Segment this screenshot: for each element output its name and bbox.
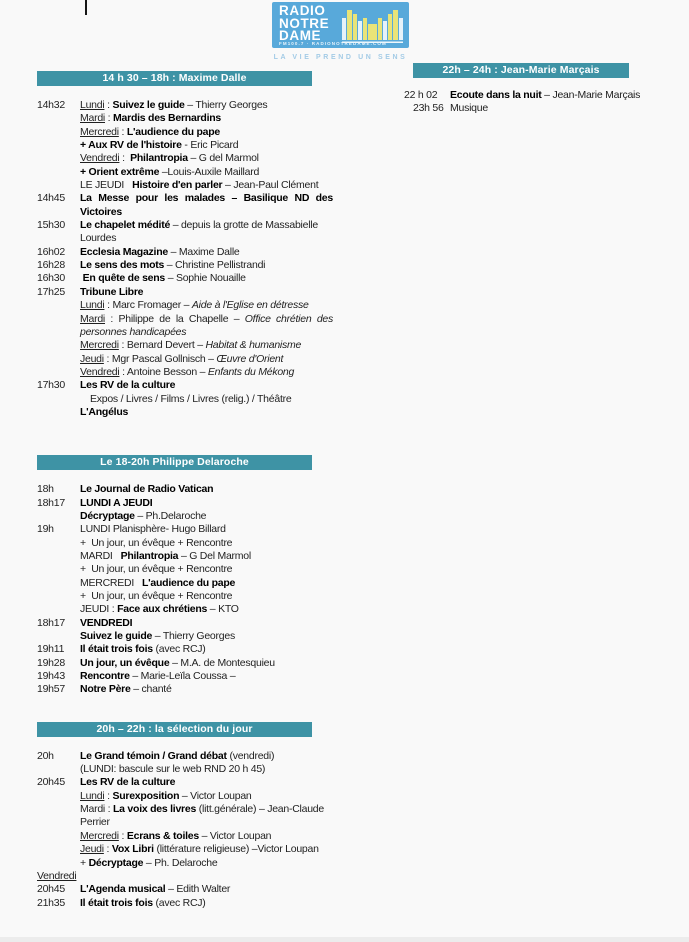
schedule-row bbox=[37, 763, 333, 776]
time-label bbox=[37, 206, 80, 219]
text-segment: Aide à l'Eglise en détresse bbox=[191, 299, 309, 312]
row-text bbox=[80, 366, 333, 379]
text-segment: - Eric Picard bbox=[181, 139, 239, 152]
schedule-row bbox=[37, 803, 333, 816]
row-text bbox=[450, 102, 659, 115]
text-segment: Histoire d'en parler bbox=[132, 179, 223, 192]
text-segment: VENDREDI bbox=[80, 616, 133, 629]
schedule-row bbox=[37, 272, 333, 285]
text-segment: –Louis-Auxile Maillard bbox=[159, 165, 260, 178]
section-header-band: 20h – 22h : la sélection du jour bbox=[37, 722, 312, 737]
row-text bbox=[80, 617, 333, 630]
text-segment: – G Del Marmol bbox=[178, 549, 251, 562]
radio-notre-dame-logo bbox=[272, 2, 409, 48]
row-text bbox=[80, 683, 333, 696]
text-segment: – Edith Walter bbox=[165, 883, 231, 896]
row-text bbox=[80, 670, 333, 683]
text-segment: Tribune Libre bbox=[80, 285, 144, 298]
text-segment: Mercredi bbox=[80, 339, 119, 352]
schedule-row bbox=[37, 857, 333, 870]
time-label: 22 h 02 bbox=[404, 89, 438, 101]
time-label bbox=[37, 630, 80, 643]
schedule-row bbox=[37, 232, 333, 245]
time-label bbox=[37, 232, 80, 245]
time-label bbox=[37, 339, 80, 352]
time-label bbox=[37, 857, 80, 870]
text-segment: : bbox=[105, 112, 114, 125]
schedule-row bbox=[37, 483, 333, 496]
text-segment: Lundi bbox=[80, 99, 105, 111]
row-text bbox=[80, 803, 333, 816]
schedule-row bbox=[37, 870, 333, 883]
schedule-row bbox=[37, 393, 333, 406]
text-segment: Suivez le guide bbox=[80, 630, 153, 643]
text-segment: Le Grand témoin / Grand débat bbox=[80, 749, 227, 762]
time-label: 17h30 bbox=[37, 379, 65, 392]
time-label: 16h02 bbox=[37, 245, 65, 258]
logo-wordmark bbox=[279, 5, 329, 43]
text-segment: Vendredi bbox=[80, 152, 120, 165]
schedule-row bbox=[37, 776, 333, 789]
schedule-right-column bbox=[404, 63, 659, 116]
text-segment: Surexposition bbox=[112, 789, 180, 802]
notre-dame-equalizer-icon bbox=[342, 4, 404, 44]
row-text bbox=[80, 272, 333, 285]
schedule-row bbox=[37, 166, 333, 179]
time-label bbox=[37, 510, 80, 523]
text-segment: – Ph.Delaroche bbox=[134, 509, 207, 522]
text-segment: Habitat & humanisme bbox=[205, 339, 302, 352]
text-segment: Le Journal de Radio Vatican bbox=[80, 483, 214, 496]
row-text bbox=[80, 523, 333, 536]
text-segment: – Jean-Marie Marçais bbox=[541, 89, 641, 101]
schedule-row bbox=[37, 577, 333, 590]
time-label: Vendredi bbox=[37, 869, 77, 882]
text-segment: Enfants du Mékong bbox=[207, 365, 295, 378]
time-label bbox=[37, 537, 80, 550]
text-segment: Mardi bbox=[80, 312, 106, 325]
row-text bbox=[80, 630, 333, 643]
time-label: 19h bbox=[37, 523, 54, 536]
text-segment: L'audience du pape bbox=[126, 125, 220, 138]
text-segment: Face aux chrétiens bbox=[117, 603, 208, 616]
text-segment: : bbox=[104, 99, 113, 111]
time-label: 20h45 bbox=[37, 776, 65, 789]
time-label: 21h35 bbox=[37, 896, 65, 909]
text-segment: Mercredi bbox=[80, 829, 119, 842]
text-segment: Les RV de la culture bbox=[80, 776, 176, 789]
logo-line-1: RADIO bbox=[279, 3, 326, 18]
row-text bbox=[80, 643, 333, 656]
time-label bbox=[37, 590, 80, 603]
schedule-row bbox=[37, 750, 333, 763]
schedule-row bbox=[37, 326, 333, 339]
text-segment: Le chapelet médité bbox=[80, 219, 171, 232]
schedule-row bbox=[37, 897, 333, 910]
time-label bbox=[37, 843, 80, 856]
logo-frequency-url: FM100.7 · RADIONOTREDAME.COM bbox=[279, 41, 387, 46]
text-segment: : Marc Fromager – bbox=[104, 299, 192, 312]
page-bottom-edge bbox=[0, 937, 689, 942]
schedule-row bbox=[37, 152, 333, 165]
text-segment: Ecclesia Magazine bbox=[80, 245, 168, 258]
row-text bbox=[80, 286, 333, 299]
time-label: 18h bbox=[37, 483, 54, 496]
schedule-row bbox=[37, 139, 333, 152]
text-segment: Mardis des Bernardins bbox=[113, 112, 221, 125]
text-segment: + Orient extrême bbox=[80, 165, 160, 178]
row-text bbox=[80, 326, 333, 339]
time-label: 15h30 bbox=[37, 219, 65, 232]
schedule-row bbox=[37, 259, 333, 272]
text-segment: Décryptage bbox=[88, 856, 144, 869]
schedule-row bbox=[37, 816, 333, 829]
row-text bbox=[80, 126, 333, 139]
text-segment: (vendredi) bbox=[226, 749, 275, 762]
text-segment: Vendredi bbox=[80, 365, 120, 378]
time-label bbox=[37, 406, 80, 419]
schedule-row bbox=[37, 192, 333, 205]
time-label bbox=[37, 152, 80, 165]
text-segment: – Thierry Georges bbox=[184, 99, 268, 111]
row-text bbox=[80, 657, 333, 670]
section-gap bbox=[37, 697, 333, 722]
text-segment: (litt.générale) – Jean-Claude bbox=[196, 803, 324, 816]
schedule-row bbox=[404, 89, 659, 102]
time-label bbox=[37, 353, 80, 366]
schedule-row bbox=[37, 590, 333, 603]
time-label: 18h17 bbox=[37, 496, 65, 509]
time-label: 19h11 bbox=[37, 643, 65, 656]
schedule-row bbox=[37, 179, 333, 192]
schedule-row bbox=[37, 883, 333, 896]
text-segment: L'Agenda musical bbox=[80, 883, 166, 896]
schedule-row bbox=[37, 523, 333, 536]
row-text bbox=[80, 259, 333, 272]
schedule-row bbox=[37, 657, 333, 670]
text-segment: L'Angélus bbox=[80, 405, 129, 418]
text-segment: Notre Père bbox=[80, 683, 131, 696]
text-segment: Œuvre d'Orient bbox=[216, 352, 284, 365]
text-segment: Décryptage bbox=[80, 509, 135, 522]
text-segment: + Un jour, un évêque + Rencontre bbox=[80, 536, 233, 549]
time-label bbox=[37, 550, 80, 563]
text-segment: : Antoine Besson – bbox=[119, 365, 208, 378]
section-header-band: 22h – 24h : Jean-Marie Marçais bbox=[413, 63, 629, 78]
text-segment: Lundi bbox=[80, 299, 105, 312]
text-segment: – Victor Loupan bbox=[179, 789, 252, 802]
text-segment: MERCREDI bbox=[80, 576, 143, 589]
row-text bbox=[80, 339, 333, 352]
text-segment: Rencontre bbox=[80, 670, 130, 683]
text-segment: : bbox=[103, 843, 112, 856]
row-text bbox=[80, 192, 333, 205]
row-text bbox=[80, 179, 333, 192]
text-segment: + Aux RV de l'histoire bbox=[80, 139, 182, 152]
schedule-row bbox=[37, 790, 333, 803]
row-text bbox=[80, 206, 333, 219]
row-text bbox=[80, 393, 333, 406]
schedule-row bbox=[37, 286, 333, 299]
row-text bbox=[80, 763, 333, 776]
row-text bbox=[80, 112, 333, 125]
row-text bbox=[80, 590, 333, 603]
time-label bbox=[37, 393, 80, 406]
text-segment: Il était trois fois bbox=[80, 643, 153, 656]
text-segment: Mercredi bbox=[80, 125, 119, 138]
time-label bbox=[37, 816, 80, 829]
section-header-band: 14 h 30 – 18h : Maxime Dalle bbox=[37, 71, 312, 86]
time-label bbox=[37, 313, 80, 326]
row-text bbox=[80, 379, 333, 392]
time-label: 16h28 bbox=[37, 259, 65, 272]
text-segment: La voix des livres bbox=[113, 803, 197, 816]
text-segment: : Philippe de la Chapelle – bbox=[105, 312, 245, 325]
text-segment: (LUNDI: bascule sur le web RND 20 h 45) bbox=[80, 763, 266, 776]
row-text bbox=[80, 483, 333, 496]
text-segment: – Christine Pellistrandi bbox=[164, 259, 266, 272]
schedule-row bbox=[37, 126, 333, 139]
time-label bbox=[37, 763, 80, 776]
text-segment: L'audience du pape bbox=[142, 576, 236, 589]
row-text bbox=[80, 219, 333, 232]
schedule-row bbox=[37, 563, 333, 576]
logo-line-3: DAME bbox=[279, 28, 322, 44]
text-segment: – Jean-Paul Clément bbox=[222, 179, 319, 192]
time-label bbox=[37, 830, 80, 843]
section-gap bbox=[37, 419, 333, 455]
row-text bbox=[80, 870, 333, 883]
schedule-row bbox=[37, 843, 333, 856]
text-segment: – G del Marmol bbox=[187, 152, 259, 165]
row-text bbox=[80, 99, 333, 112]
text-segment: Philantropia bbox=[120, 549, 179, 562]
schedule-row bbox=[37, 670, 333, 683]
text-segment: – KTO bbox=[207, 603, 239, 616]
schedule-row bbox=[37, 497, 333, 510]
text-segment: : bbox=[118, 125, 127, 138]
text-segment: Le sens des mots bbox=[80, 259, 165, 272]
text-segment: – Ph. Delaroche bbox=[143, 856, 218, 869]
text-segment: Mardi bbox=[80, 112, 106, 125]
time-label: 18h17 bbox=[37, 616, 65, 629]
text-segment: JEUDI : bbox=[80, 603, 118, 616]
text-segment: + Un jour, un évêque + Rencontre bbox=[80, 563, 233, 576]
text-segment: : Bernard Devert – bbox=[118, 339, 206, 352]
row-text bbox=[80, 857, 333, 870]
schedule-row bbox=[37, 603, 333, 616]
schedule-row bbox=[37, 830, 333, 843]
row-text bbox=[80, 353, 333, 366]
text-segment: LE JEUDI bbox=[80, 179, 133, 192]
schedule-row bbox=[37, 206, 333, 219]
schedule-row bbox=[404, 102, 659, 115]
schedule-row bbox=[37, 99, 333, 112]
text-segment: Mardi : bbox=[80, 803, 114, 816]
time-label bbox=[37, 326, 80, 339]
row-text bbox=[80, 897, 333, 910]
time-label bbox=[37, 790, 80, 803]
text-segment: – chanté bbox=[130, 683, 172, 696]
text-segment: : Mgr Pascal Gollnisch – bbox=[103, 352, 217, 365]
text-segment: Lundi bbox=[80, 789, 105, 802]
text-segment: – M.A. de Montesquieu bbox=[169, 656, 275, 669]
text-segment: – Victor Loupan bbox=[198, 829, 272, 842]
text-segment: (avec RCJ) bbox=[152, 643, 206, 656]
text-segment: (avec RCJ) bbox=[152, 896, 206, 909]
row-text bbox=[80, 246, 333, 259]
row-text bbox=[80, 563, 333, 576]
text-segment: Philantropia bbox=[130, 152, 188, 165]
section-header-band: Le 18-20h Philippe Delaroche bbox=[37, 455, 312, 470]
row-text bbox=[80, 299, 333, 312]
time-label: 16h30 bbox=[37, 272, 65, 285]
schedule-row bbox=[37, 406, 333, 419]
text-segment: – Sophie Nouaille bbox=[165, 272, 246, 285]
row-text bbox=[80, 830, 333, 843]
text-segment: Jeudi bbox=[80, 843, 104, 856]
logo-tagline: LA VIE PREND UN SENS bbox=[273, 54, 408, 61]
text-segment: Suivez le guide bbox=[112, 99, 185, 111]
schedule-row bbox=[37, 353, 333, 366]
row-text bbox=[80, 537, 333, 550]
schedule-row bbox=[37, 550, 333, 563]
text-segment: + bbox=[80, 856, 89, 869]
schedule-row bbox=[37, 313, 333, 326]
schedule-row bbox=[37, 617, 333, 630]
row-text bbox=[80, 550, 333, 563]
time-label bbox=[37, 179, 80, 192]
text-segment: – Thierry Georges bbox=[152, 630, 235, 643]
text-segment: – depuis la grotte de Massabielle bbox=[170, 219, 318, 232]
text-segment: LUNDI A JEUDI bbox=[80, 496, 153, 509]
text-segment: – Maxime Dalle bbox=[167, 245, 240, 258]
text-segment: En quête de sens bbox=[80, 272, 166, 285]
row-text bbox=[80, 406, 333, 419]
text-segment: Victoires bbox=[80, 205, 122, 218]
row-text bbox=[80, 776, 333, 789]
text-segment: Expos / Livres / Films / Livres (relig.) / Théâtre bbox=[90, 392, 292, 405]
text-segment: – Marie-Leïla Coussa – bbox=[129, 670, 236, 683]
schedule-row bbox=[37, 683, 333, 696]
row-text bbox=[80, 139, 333, 152]
text-segment: Ecrans & toiles bbox=[126, 829, 199, 842]
text-segment: Ecoute dans la nuit bbox=[450, 89, 542, 101]
schedule-row bbox=[37, 112, 333, 125]
time-label: 14h32 bbox=[37, 99, 65, 111]
time-label bbox=[37, 139, 80, 152]
time-label bbox=[37, 603, 80, 616]
text-segment: MARDI bbox=[80, 549, 121, 562]
schedule-row bbox=[37, 246, 333, 259]
time-label: 20h45 bbox=[37, 883, 65, 896]
row-text bbox=[80, 603, 333, 616]
row-text bbox=[80, 497, 333, 510]
time-label: 19h57 bbox=[37, 683, 65, 696]
row-text bbox=[80, 816, 333, 829]
row-text bbox=[80, 152, 333, 165]
time-label: 19h43 bbox=[37, 670, 65, 683]
text-segment: Musique bbox=[450, 102, 488, 115]
schedule-row bbox=[37, 339, 333, 352]
schedule-row bbox=[37, 537, 333, 550]
logo-line-2: NOTRE bbox=[279, 15, 330, 31]
text-segment: (littérature religieuse) –Victor Loupan bbox=[153, 843, 319, 856]
row-text bbox=[80, 577, 333, 590]
row-text bbox=[80, 843, 333, 856]
text-cursor bbox=[85, 0, 87, 15]
text-segment: Il était trois fois bbox=[80, 896, 153, 909]
time-label bbox=[37, 299, 80, 312]
text-segment: Lourdes bbox=[80, 232, 117, 245]
row-text bbox=[80, 313, 333, 326]
text-segment: Un jour, un évêque bbox=[80, 656, 170, 669]
row-text bbox=[450, 89, 659, 102]
time-label: 17h25 bbox=[37, 285, 65, 298]
text-segment: LUNDI Planisphère- Hugo Billard bbox=[80, 523, 226, 536]
text-segment: Jeudi bbox=[80, 352, 104, 365]
text-segment: Vox Libri bbox=[111, 843, 154, 856]
row-text bbox=[80, 790, 333, 803]
text-segment: : bbox=[104, 789, 113, 802]
time-label: 20h bbox=[37, 749, 54, 762]
text-segment: Les RV de la culture bbox=[80, 379, 176, 392]
time-label bbox=[37, 803, 80, 816]
text-segment: Perrier bbox=[80, 816, 110, 829]
time-label bbox=[37, 366, 80, 379]
row-text bbox=[80, 166, 333, 179]
time-label bbox=[37, 126, 80, 139]
time-label: 14h45 bbox=[37, 192, 65, 205]
schedule-left-column bbox=[37, 71, 333, 910]
schedule-row bbox=[37, 366, 333, 379]
schedule-row bbox=[37, 510, 333, 523]
time-label: 19h28 bbox=[37, 656, 65, 669]
text-segment: Office chrétien des bbox=[244, 312, 333, 325]
row-text bbox=[80, 883, 333, 896]
schedule-row bbox=[37, 630, 333, 643]
schedule-row bbox=[37, 219, 333, 232]
time-label bbox=[37, 577, 80, 590]
text-segment: personnes handicapées bbox=[80, 325, 187, 338]
row-text bbox=[80, 510, 333, 523]
text-segment: La Messe pour les malades – Basilique ND des bbox=[80, 192, 333, 205]
text-segment: : bbox=[118, 829, 127, 842]
row-text bbox=[80, 750, 333, 763]
time-label bbox=[37, 563, 80, 576]
schedule-row bbox=[37, 643, 333, 656]
schedule-row bbox=[37, 299, 333, 312]
text-segment: : bbox=[119, 152, 131, 165]
text-segment: + Un jour, un évêque + Rencontre bbox=[80, 590, 233, 602]
schedule-row bbox=[37, 379, 333, 392]
time-label: 23h 56 bbox=[413, 102, 444, 115]
time-label bbox=[37, 166, 80, 179]
row-text bbox=[80, 232, 333, 245]
time-label bbox=[37, 112, 80, 125]
